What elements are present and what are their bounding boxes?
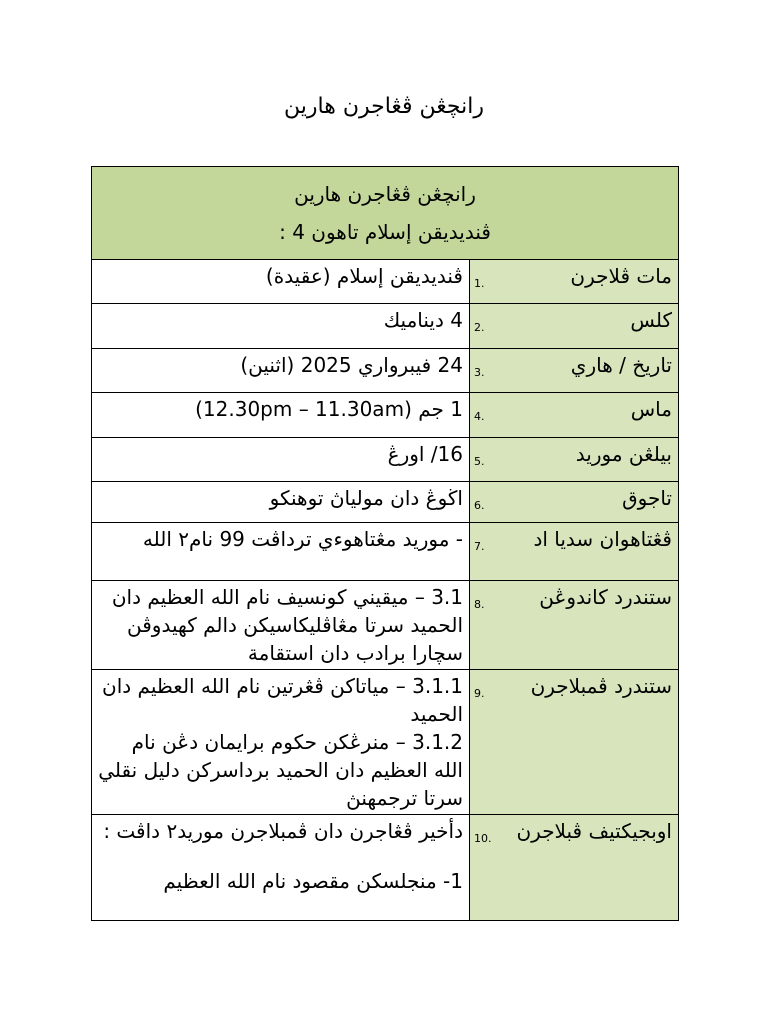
row-label: ماس [630,397,672,421]
table-header-row [92,167,679,260]
row-value: ڤنديديقن إسلام (عقيدة) [92,260,470,304]
row-label-cell [470,670,679,815]
row-number: 4. [474,410,485,423]
row-label-cell [470,482,679,523]
row-value: 4 ديناميك [92,304,470,349]
lesson-plan-table [91,166,679,921]
spacer [98,845,463,867]
row-label-cell [470,260,679,304]
row-value: اڬوڠ دان مولياڽ توهنكو [92,482,470,523]
row-value: 1 جم (12.30pm – 11.30am) [92,393,470,438]
row-number: 1. [474,277,485,290]
row-label-cell [470,393,679,438]
standard-item: 3.1.2 – منرڠكن حكوم برايمان دڠن نام الله العظيم دان الحميد برداسركن دليل نقلي سرتا ترجمهنڽ [98,730,463,810]
table-row [92,670,679,815]
row-number: 7. [474,540,485,553]
page-title: رانچڠن ڤڠاجرن هارين [284,94,484,119]
row-value: 16/ اورڠ [92,438,470,482]
row-label: ستندرد كاندوڠن [539,585,672,609]
row-number: 6. [474,499,485,512]
row-value [92,670,470,815]
row-label: بيلڠن موريد [575,442,672,466]
row-value [92,815,470,921]
row-value: 24 فيبرواري 2025 (اثنين) [92,349,470,393]
table-row [92,815,679,921]
row-number: 9. [474,687,485,700]
table-row [92,523,679,581]
table-row [92,349,679,393]
row-label-cell [470,349,679,393]
table-row [92,260,679,304]
header-title: رانچڠن ڤڠاجرن هارين [294,182,476,206]
header-subject: ڤنديديقن إسلام تاهون 4 : [279,220,491,244]
row-value: - موريد مڠتاهوءي ترداڤت 99 نام٢ الله [92,523,470,581]
table-row [92,438,679,482]
row-number: 2. [474,321,485,334]
row-label-cell [470,304,679,349]
row-number: 8. [474,598,485,611]
row-label: كلس [630,308,672,332]
objective-intro: دأخير ڤڠاجرن دان ڤمبلاجرن موريد٢ داڤت : [103,819,463,843]
row-label-cell [470,523,679,581]
standard-item: 3.1.1 – مياتاكن ڤڠرتين نام الله العظيم دان الحميد [102,674,463,726]
table-row [92,581,679,670]
table-row [92,482,679,523]
table-row [92,304,679,349]
row-label-cell [470,581,679,670]
row-value: 3.1 – ميقيني كونسيف نام الله العظيم دان الحميد سرتا مڠاڤليكاسيكن دالم كهيدوڤن سچارا برادب دان استقامة [92,581,470,670]
table-row [92,393,679,438]
row-label-cell [470,815,679,921]
row-number: 10. [474,832,492,845]
row-label: اوبجيكتيف ڤبلاجرن [516,819,672,843]
row-label: تاجوق [622,486,672,510]
row-label: تاريخ / هاري [570,353,672,377]
row-label-cell [470,438,679,482]
row-label: ڤڠتاهوان سديا اد [533,527,672,551]
row-label: ستندرد ڤمبلاجرن [530,674,672,698]
row-number: 5. [474,455,485,468]
objective-item: 1- منجلسكن مقصود نام الله العظيم [163,869,463,893]
row-label: مات ڤلاجرن [570,264,672,288]
table-header [92,167,679,260]
row-number: 3. [474,366,485,379]
